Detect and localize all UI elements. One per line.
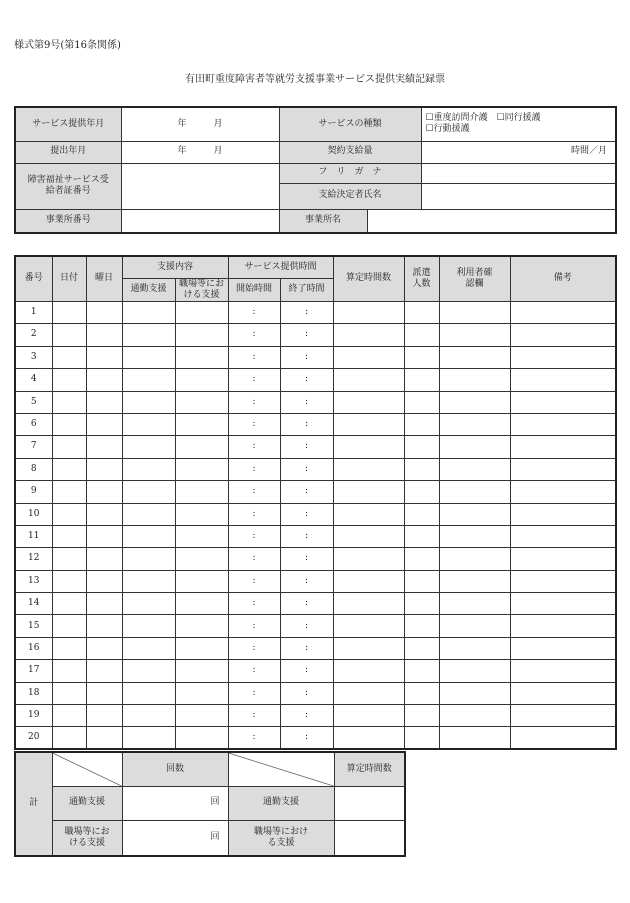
row-remarks-field[interactable]	[510, 705, 616, 727]
service-type-label: サービスの種類	[279, 107, 421, 141]
row-confirm-field[interactable]	[439, 436, 510, 458]
row-confirm-field[interactable]	[439, 615, 510, 637]
row-end-time-field[interactable]: :	[280, 481, 333, 503]
row-start-time-field[interactable]: :	[228, 637, 280, 659]
table-row	[15, 660, 616, 682]
row-commute-field[interactable]	[122, 682, 175, 704]
row-start-time-field[interactable]: :	[228, 413, 280, 435]
table-row	[15, 615, 616, 637]
row-end-time-field[interactable]: :	[280, 570, 333, 592]
office-number-field[interactable]	[121, 209, 279, 233]
row-weekday-field[interactable]	[86, 413, 122, 435]
row-confirm-field[interactable]	[439, 302, 510, 324]
totals-table	[14, 751, 406, 857]
row-date-field[interactable]	[52, 660, 86, 682]
row-end-time-field[interactable]: :	[280, 436, 333, 458]
row-workplace-field[interactable]	[175, 548, 228, 570]
commute-count-field[interactable]: 回	[122, 786, 228, 820]
row-hours-field[interactable]	[333, 413, 404, 435]
row-remarks-field[interactable]	[510, 593, 616, 615]
row-confirm-field[interactable]	[439, 660, 510, 682]
row-workplace-field[interactable]	[175, 481, 228, 503]
row-number: 7	[15, 436, 52, 458]
commute-total-label: 通勤支援	[52, 786, 122, 820]
row-end-time-field[interactable]: :	[280, 593, 333, 615]
row-start-time-field[interactable]: :	[228, 346, 280, 368]
row-hours-field[interactable]	[333, 369, 404, 391]
row-end-time-field[interactable]: :	[280, 682, 333, 704]
row-remarks-field[interactable]	[510, 481, 616, 503]
row-start-time-field[interactable]: :	[228, 525, 280, 547]
row-commute-field[interactable]	[122, 727, 175, 749]
row-workplace-field[interactable]	[175, 458, 228, 480]
form-title: 有田町重度障害者等就労支援事業サービス提供実績記録票	[185, 74, 445, 85]
office-name-field[interactable]	[367, 209, 616, 233]
row-date-field[interactable]	[52, 593, 86, 615]
row-remarks-field[interactable]	[510, 682, 616, 704]
office-name-label: 事業所名	[279, 209, 367, 233]
table-row	[15, 525, 616, 547]
row-date-field[interactable]	[52, 413, 86, 435]
row-end-time-field[interactable]: :	[280, 548, 333, 570]
commute-hours-label: 通勤支援	[228, 786, 334, 820]
row-number: 15	[15, 615, 52, 637]
row-number: 5	[15, 391, 52, 413]
recipient-number-field[interactable]	[121, 163, 279, 209]
row-number: 12	[15, 548, 52, 570]
row-confirm-field[interactable]	[439, 391, 510, 413]
row-workplace-field[interactable]	[175, 727, 228, 749]
row-start-time-field[interactable]: :	[228, 369, 280, 391]
row-confirm-field[interactable]	[439, 458, 510, 480]
row-confirm-field[interactable]	[439, 413, 510, 435]
row-number: 18	[15, 682, 52, 704]
row-end-time-field[interactable]: :	[280, 458, 333, 480]
row-end-time-field[interactable]: :	[280, 391, 333, 413]
row-dispatch-field[interactable]	[404, 548, 439, 570]
commute-hours-field[interactable]	[334, 786, 405, 820]
row-confirm-field[interactable]	[439, 705, 510, 727]
row-number: 10	[15, 503, 52, 525]
row-workplace-field[interactable]	[175, 570, 228, 592]
row-remarks-field[interactable]	[510, 615, 616, 637]
row-date-field[interactable]	[52, 391, 86, 413]
row-weekday-field[interactable]	[86, 369, 122, 391]
col-workplace: 職場等における支援	[175, 278, 228, 302]
row-dispatch-field[interactable]	[404, 481, 439, 503]
row-confirm-field[interactable]	[439, 369, 510, 391]
row-commute-field[interactable]	[122, 458, 175, 480]
row-confirm-field[interactable]	[439, 637, 510, 659]
table-row	[15, 458, 616, 480]
table-row	[15, 324, 616, 346]
workplace-hours-label: 職場等における支援	[228, 820, 334, 856]
row-number: 14	[15, 593, 52, 615]
row-weekday-field[interactable]	[86, 458, 122, 480]
row-date-field[interactable]	[52, 436, 86, 458]
row-commute-field[interactable]	[122, 503, 175, 525]
row-remarks-field[interactable]	[510, 391, 616, 413]
row-remarks-field[interactable]	[510, 570, 616, 592]
record-rows	[15, 302, 616, 750]
service-month-value[interactable]: 年 月	[121, 107, 279, 141]
row-workplace-field[interactable]	[175, 324, 228, 346]
row-weekday-field[interactable]	[86, 391, 122, 413]
row-workplace-field[interactable]	[175, 615, 228, 637]
row-end-time-field[interactable]: :	[280, 525, 333, 547]
col-end: 終了時間	[280, 278, 333, 302]
row-commute-field[interactable]	[122, 391, 175, 413]
row-remarks-field[interactable]	[510, 727, 616, 749]
furigana-field[interactable]	[421, 163, 616, 183]
row-dispatch-field[interactable]	[404, 637, 439, 659]
row-date-field[interactable]	[52, 548, 86, 570]
row-dispatch-field[interactable]	[404, 727, 439, 749]
row-start-time-field[interactable]: :	[228, 302, 280, 324]
row-workplace-field[interactable]	[175, 413, 228, 435]
col-support-group: 支援内容	[122, 256, 228, 278]
row-commute-field[interactable]	[122, 705, 175, 727]
row-confirm-field[interactable]	[439, 324, 510, 346]
table-row	[15, 705, 616, 727]
row-date-field[interactable]	[52, 705, 86, 727]
row-number: 1	[15, 302, 52, 324]
row-hours-field[interactable]	[333, 481, 404, 503]
row-weekday-field[interactable]	[86, 548, 122, 570]
table-row	[15, 593, 616, 615]
row-weekday-field[interactable]	[86, 705, 122, 727]
header-table	[14, 106, 617, 234]
row-hours-field[interactable]	[333, 458, 404, 480]
col-number: 番号	[15, 256, 52, 302]
row-hours-field[interactable]	[333, 324, 404, 346]
row-start-time-field[interactable]: :	[228, 615, 280, 637]
decision-label: 支給決定者氏名	[279, 183, 421, 209]
row-start-time-field[interactable]: :	[228, 593, 280, 615]
row-end-time-field[interactable]: :	[280, 503, 333, 525]
workplace-total-label: 職場等における支援	[52, 820, 122, 856]
col-time-group: サービス提供時間	[228, 256, 333, 278]
row-weekday-field[interactable]	[86, 570, 122, 592]
row-remarks-field[interactable]	[510, 548, 616, 570]
row-workplace-field[interactable]	[175, 705, 228, 727]
row-end-time-field[interactable]: :	[280, 660, 333, 682]
table-row	[15, 413, 616, 435]
row-workplace-field[interactable]	[175, 660, 228, 682]
row-hours-field[interactable]	[333, 570, 404, 592]
table-row	[15, 548, 616, 570]
table-row	[15, 727, 616, 749]
row-remarks-field[interactable]	[510, 503, 616, 525]
service-month-label: サービス提供年月	[15, 107, 121, 141]
row-remarks-field[interactable]	[510, 525, 616, 547]
row-remarks-field[interactable]	[510, 458, 616, 480]
row-end-time-field[interactable]: :	[280, 615, 333, 637]
row-workplace-field[interactable]	[175, 525, 228, 547]
row-commute-field[interactable]	[122, 346, 175, 368]
row-workplace-field[interactable]	[175, 503, 228, 525]
row-hours-field[interactable]	[333, 548, 404, 570]
row-commute-field[interactable]	[122, 593, 175, 615]
row-hours-field[interactable]	[333, 346, 404, 368]
row-workplace-field[interactable]	[175, 682, 228, 704]
row-dispatch-field[interactable]	[404, 570, 439, 592]
row-workplace-field[interactable]	[175, 346, 228, 368]
office-number-label: 事業所番号	[15, 209, 121, 233]
row-commute-field[interactable]	[122, 548, 175, 570]
row-dispatch-field[interactable]	[404, 682, 439, 704]
row-remarks-field[interactable]	[510, 413, 616, 435]
row-confirm-field[interactable]	[439, 346, 510, 368]
row-weekday-field[interactable]	[86, 593, 122, 615]
row-remarks-field[interactable]	[510, 660, 616, 682]
row-confirm-field[interactable]	[439, 570, 510, 592]
row-number: 6	[15, 413, 52, 435]
row-end-time-field[interactable]: :	[280, 637, 333, 659]
table-row	[15, 391, 616, 413]
row-number: 20	[15, 727, 52, 749]
row-number: 9	[15, 481, 52, 503]
row-workplace-field[interactable]	[175, 369, 228, 391]
row-date-field[interactable]	[52, 324, 86, 346]
row-remarks-field[interactable]	[510, 324, 616, 346]
row-commute-field[interactable]	[122, 324, 175, 346]
row-confirm-field[interactable]	[439, 548, 510, 570]
row-date-field[interactable]	[52, 481, 86, 503]
row-confirm-field[interactable]	[439, 593, 510, 615]
row-date-field[interactable]	[52, 570, 86, 592]
row-dispatch-field[interactable]	[404, 615, 439, 637]
row-date-field[interactable]	[52, 346, 86, 368]
table-row	[15, 436, 616, 458]
row-workplace-field[interactable]	[175, 391, 228, 413]
service-type-options-line2[interactable]: ☐行動援護	[425, 124, 470, 135]
row-remarks-field[interactable]	[510, 369, 616, 391]
row-weekday-field[interactable]	[86, 324, 122, 346]
row-commute-field[interactable]	[122, 369, 175, 391]
table-row	[15, 369, 616, 391]
row-number: 13	[15, 570, 52, 592]
workplace-count-field[interactable]: 回	[122, 820, 228, 856]
row-dispatch-field[interactable]	[404, 458, 439, 480]
workplace-hours-field[interactable]	[334, 820, 405, 856]
row-workplace-field[interactable]	[175, 302, 228, 324]
row-dispatch-field[interactable]	[404, 525, 439, 547]
row-date-field[interactable]	[52, 615, 86, 637]
submit-month-label: 提出年月	[15, 141, 121, 163]
table-row	[15, 302, 616, 324]
row-dispatch-field[interactable]	[404, 436, 439, 458]
row-hours-field[interactable]	[333, 503, 404, 525]
row-start-time-field[interactable]: :	[228, 391, 280, 413]
row-dispatch-field[interactable]	[404, 503, 439, 525]
row-dispatch-field[interactable]	[404, 391, 439, 413]
row-hours-field[interactable]	[333, 682, 404, 704]
row-hours-field[interactable]	[333, 727, 404, 749]
form-number: 様式第9号(第16条関係)	[14, 40, 121, 51]
row-confirm-field[interactable]	[439, 682, 510, 704]
totals-diagonal-cell-2	[228, 752, 334, 786]
row-start-time-field[interactable]: :	[228, 727, 280, 749]
row-commute-field[interactable]	[122, 660, 175, 682]
row-dispatch-field[interactable]	[404, 413, 439, 435]
row-hours-field[interactable]	[333, 436, 404, 458]
row-hours-field[interactable]	[333, 705, 404, 727]
contract-label: 契約支給量	[279, 141, 421, 163]
table-row	[15, 481, 616, 503]
row-dispatch-field[interactable]	[404, 593, 439, 615]
row-start-time-field[interactable]: :	[228, 458, 280, 480]
row-dispatch-field[interactable]	[404, 705, 439, 727]
table-row	[15, 346, 616, 368]
row-date-field[interactable]	[52, 727, 86, 749]
row-confirm-field[interactable]	[439, 481, 510, 503]
table-row	[15, 503, 616, 525]
row-number: 17	[15, 660, 52, 682]
row-remarks-field[interactable]	[510, 637, 616, 659]
service-type-options-line1[interactable]: ☐重度訪問介護 ☐同行援護	[425, 113, 541, 123]
contract-value[interactable]: 時間／月	[421, 141, 616, 163]
row-date-field[interactable]	[52, 503, 86, 525]
row-dispatch-field[interactable]	[404, 302, 439, 324]
row-end-time-field[interactable]: :	[280, 324, 333, 346]
row-weekday-field[interactable]	[86, 503, 122, 525]
row-number: 16	[15, 637, 52, 659]
row-start-time-field[interactable]: :	[228, 481, 280, 503]
row-hours-field[interactable]	[333, 593, 404, 615]
row-number: 11	[15, 525, 52, 547]
row-end-time-field[interactable]: :	[280, 302, 333, 324]
row-commute-field[interactable]	[122, 436, 175, 458]
recipient-label: 障害福祉サービス受給者証番号	[15, 163, 121, 209]
row-hours-field[interactable]	[333, 391, 404, 413]
col-date: 日付	[52, 256, 86, 302]
table-row	[15, 637, 616, 659]
row-remarks-field[interactable]	[510, 436, 616, 458]
row-date-field[interactable]	[52, 682, 86, 704]
row-hours-field[interactable]	[333, 302, 404, 324]
row-number: 8	[15, 458, 52, 480]
row-workplace-field[interactable]	[175, 593, 228, 615]
row-dispatch-field[interactable]	[404, 346, 439, 368]
row-commute-field[interactable]	[122, 637, 175, 659]
row-workplace-field[interactable]	[175, 637, 228, 659]
row-number: 3	[15, 346, 52, 368]
row-weekday-field[interactable]	[86, 682, 122, 704]
col-confirm: 利用者確認欄	[439, 256, 510, 302]
row-date-field[interactable]	[52, 369, 86, 391]
row-weekday-field[interactable]	[86, 346, 122, 368]
row-weekday-field[interactable]	[86, 481, 122, 503]
row-remarks-field[interactable]	[510, 346, 616, 368]
row-end-time-field[interactable]: :	[280, 346, 333, 368]
row-end-time-field[interactable]: :	[280, 369, 333, 391]
row-commute-field[interactable]	[122, 481, 175, 503]
row-start-time-field[interactable]: :	[228, 436, 280, 458]
row-weekday-field[interactable]	[86, 436, 122, 458]
row-confirm-field[interactable]	[439, 503, 510, 525]
row-weekday-field[interactable]	[86, 615, 122, 637]
row-hours-field[interactable]	[333, 637, 404, 659]
records-table	[14, 255, 617, 750]
row-start-time-field[interactable]: :	[228, 548, 280, 570]
totals-diagonal-cell	[52, 752, 122, 786]
row-dispatch-field[interactable]	[404, 324, 439, 346]
row-confirm-field[interactable]	[439, 525, 510, 547]
row-number: 4	[15, 369, 52, 391]
col-commute: 通勤支援	[122, 278, 175, 302]
row-start-time-field[interactable]: :	[228, 503, 280, 525]
row-commute-field[interactable]	[122, 525, 175, 547]
col-weekday: 曜日	[86, 256, 122, 302]
row-commute-field[interactable]	[122, 615, 175, 637]
row-start-time-field[interactable]: :	[228, 705, 280, 727]
service-type-options[interactable]	[421, 107, 616, 141]
row-weekday-field[interactable]	[86, 525, 122, 547]
row-start-time-field[interactable]: :	[228, 324, 280, 346]
row-date-field[interactable]	[52, 302, 86, 324]
row-weekday-field[interactable]	[86, 660, 122, 682]
furigana-label: フ リ ガ ナ	[279, 163, 421, 183]
row-end-time-field[interactable]: :	[280, 705, 333, 727]
row-start-time-field[interactable]: :	[228, 660, 280, 682]
row-start-time-field[interactable]: :	[228, 682, 280, 704]
decision-name-field[interactable]	[421, 183, 616, 209]
row-confirm-field[interactable]	[439, 727, 510, 749]
row-weekday-field[interactable]	[86, 727, 122, 749]
row-dispatch-field[interactable]	[404, 369, 439, 391]
row-remarks-field[interactable]	[510, 302, 616, 324]
row-start-time-field[interactable]: :	[228, 570, 280, 592]
row-number: 19	[15, 705, 52, 727]
col-hours: 算定時間数	[333, 256, 404, 302]
row-date-field[interactable]	[52, 637, 86, 659]
total-label: 計	[15, 752, 52, 856]
row-number: 2	[15, 324, 52, 346]
table-row	[15, 570, 616, 592]
col-dispatch: 派遣人数	[404, 256, 439, 302]
count-label: 回数	[122, 752, 228, 786]
row-end-time-field[interactable]: :	[280, 413, 333, 435]
row-hours-field[interactable]	[333, 660, 404, 682]
row-date-field[interactable]	[52, 525, 86, 547]
row-commute-field[interactable]	[122, 570, 175, 592]
row-commute-field[interactable]	[122, 302, 175, 324]
row-hours-field[interactable]	[333, 525, 404, 547]
row-weekday-field[interactable]	[86, 637, 122, 659]
row-hours-field[interactable]	[333, 615, 404, 637]
row-weekday-field[interactable]	[86, 302, 122, 324]
row-commute-field[interactable]	[122, 413, 175, 435]
row-end-time-field[interactable]: :	[280, 727, 333, 749]
row-workplace-field[interactable]	[175, 436, 228, 458]
col-start: 開始時間	[228, 278, 280, 302]
row-date-field[interactable]	[52, 458, 86, 480]
table-row	[15, 682, 616, 704]
submit-month-value[interactable]: 年 月	[121, 141, 279, 163]
hours-label: 算定時間数	[334, 752, 405, 786]
col-remarks: 備考	[510, 256, 616, 302]
row-dispatch-field[interactable]	[404, 660, 439, 682]
